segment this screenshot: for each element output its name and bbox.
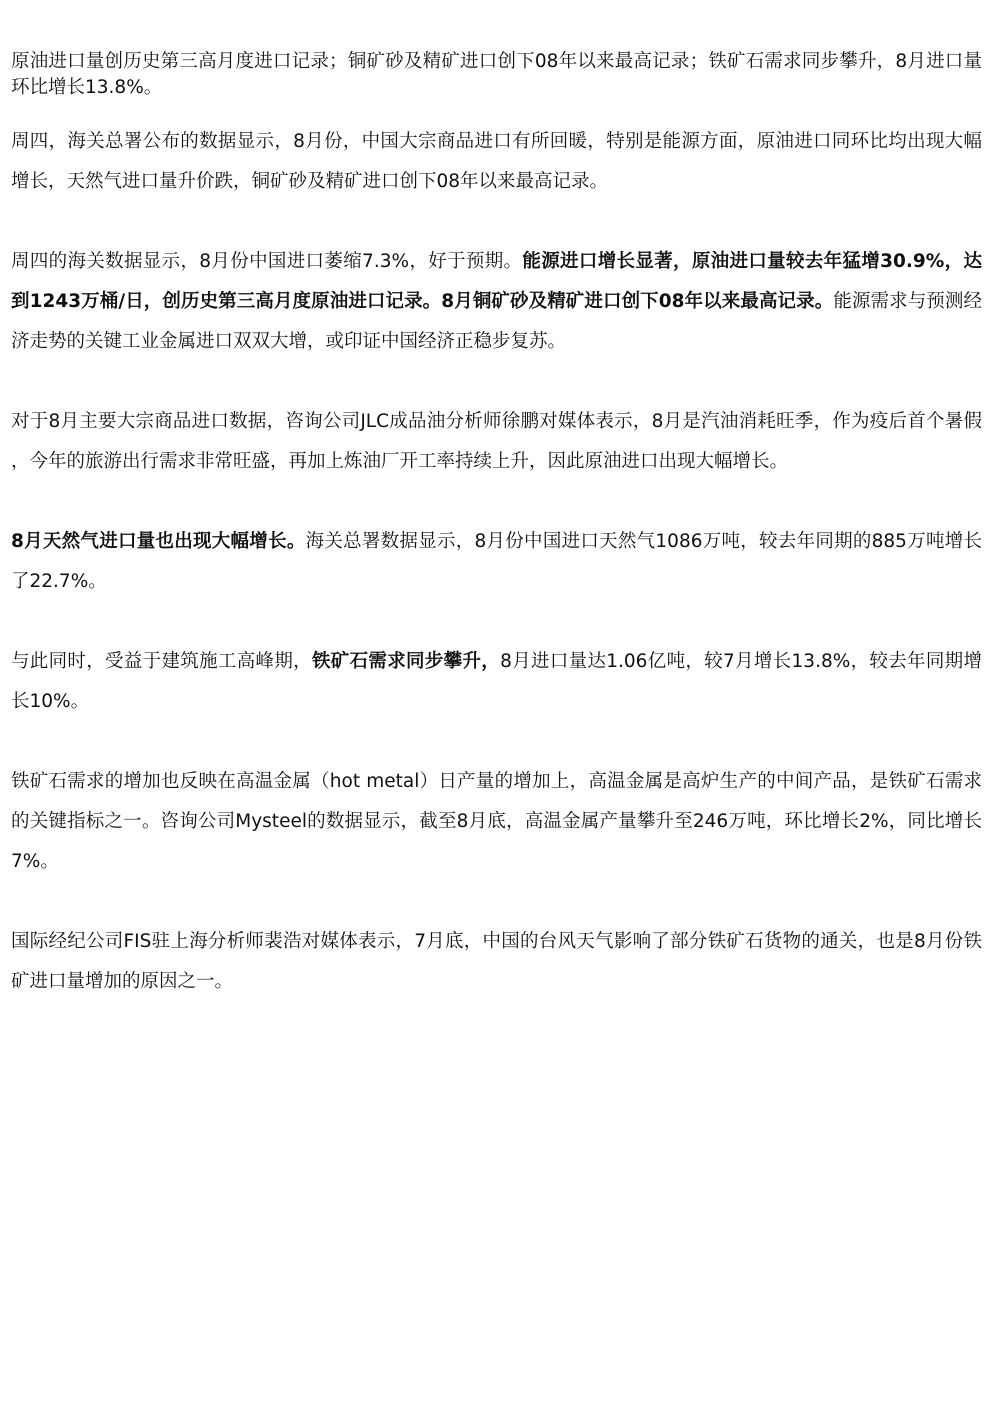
- bold-highlight: 铁矿石需求同步攀升，: [312, 651, 501, 672]
- paragraph-text: 海关总署数据显示，8月份中国进口天然气1086万吨，较去年同期的885万吨增长了22.7%。: [11, 531, 982, 592]
- paragraph-hot-metal: 铁矿石需求的增加也反映在高温金属（hot metal）日产量的增加上，高温金属是高炉生产的中间产品，是铁矿石需求的关键指标之一。咨询公司Mysteel的数据显示，截至8月底，高温金属产量攀升至246万吨，环比增长2%，同比增长7%。: [11, 771, 982, 872]
- summary-paragraph: 原油进口量创历史第三高月度进口记录；铜矿砂及精矿进口创下08年以来最高记录；铁矿石需求同步攀升，8月进口量环比增长13.8%。: [11, 51, 982, 98]
- paragraph-text: 能源需求与预测经济走势的关键工业金属进口双双大增，或印证中国经济正稳步复苏。: [11, 291, 982, 352]
- paragraph-text: 与此同时，受益于建筑施工高峰期，: [11, 651, 312, 672]
- paragraph-iron-ore: [11, 642, 982, 722]
- bold-highlight: 能源进口增长显著，原油进口量较去年猛增30.9%，达到1243万桶/日，创历史第三高月度原油进口记录。8月铜矿砂及精矿进口创下08年以来最高记录。: [11, 251, 982, 312]
- paragraph-analyst-comment: 对于8月主要大宗商品进口数据，咨询公司JLC成品油分析师徐鹏对媒体表示，8月是汽油消耗旺季，作为疫后首个暑假，今年的旅游出行需求非常旺盛，再加上炼油厂开工率持续上升，因此原油进口出现大幅增长。: [11, 411, 982, 472]
- paragraph-typhoon: 国际经纪公司FIS驻上海分析师裴浩对媒体表示，7月底，中国的台风天气影响了部分铁矿石货物的通关，也是8月份铁矿进口量增加的原因之一。: [11, 931, 982, 992]
- paragraph-overview: 周四，海关总署公布的数据显示，8月份，中国大宗商品进口有所回暖，特别是能源方面，原油进口同环比均出现大幅增长，天然气进口量升价跌，铜矿砂及精矿进口创下08年以来最高记录。: [11, 131, 982, 192]
- paragraph-energy-imports: [11, 242, 982, 362]
- bold-highlight: 8月天然气进口量也出现大幅增长。: [11, 531, 306, 552]
- paragraph-text: 8月进口量达1.06亿吨，较7月增长13.8%，较去年同期增长10%。: [11, 651, 982, 712]
- paragraph-text: 周四的海关数据显示，8月份中国进口萎缩7.3%，好于预期。: [11, 251, 523, 272]
- paragraph-natural-gas: [11, 522, 982, 602]
